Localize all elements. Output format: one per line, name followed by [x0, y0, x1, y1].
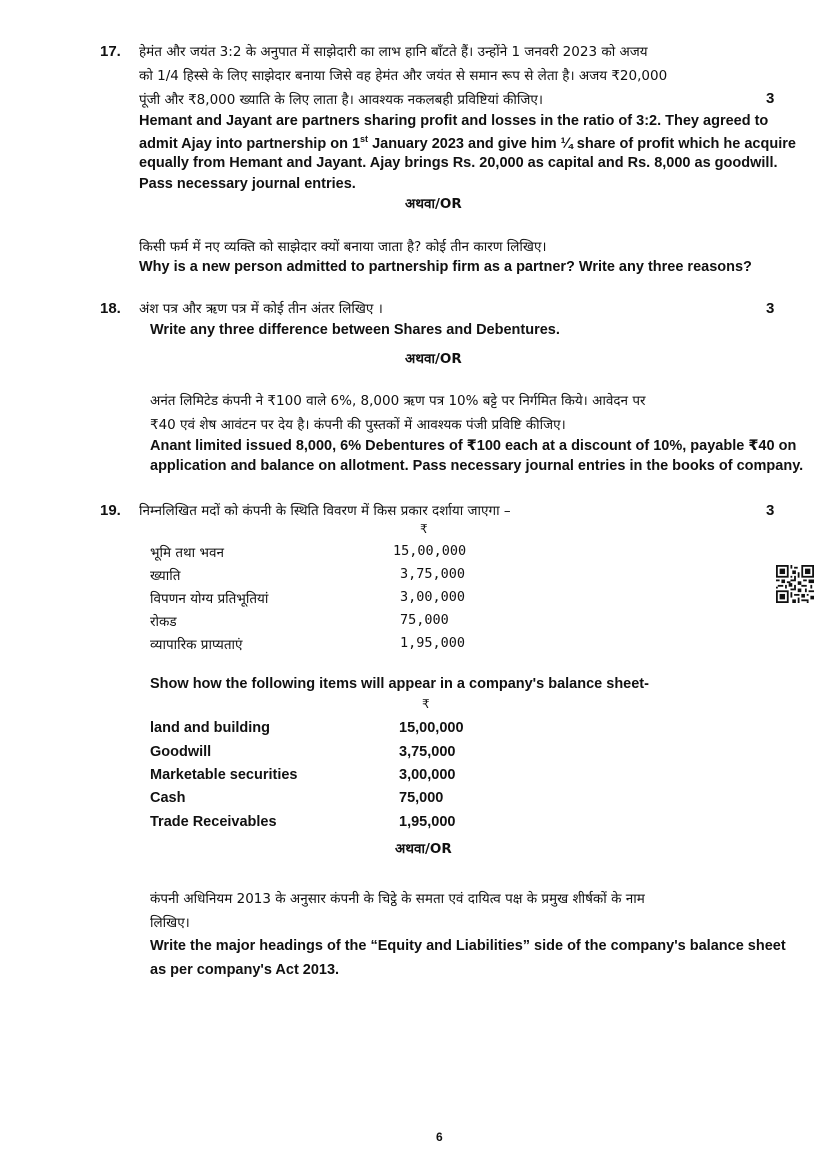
q19-hindi-item-label: ख्याति	[150, 568, 181, 584]
q17-hindi-line-1: हेमंत और जयंत 3:2 के अनुपात में साझेदारी का लाभ हानि बाँटते हैं। उन्होंने 1 जनवरी 2023 को अजय	[139, 44, 648, 60]
q19-english-currency-header: ₹	[422, 697, 430, 711]
q19-english-item-label: Marketable securities	[150, 767, 298, 783]
q19-marks: 3	[766, 502, 775, 519]
q18-or-divider: अथवा/OR	[405, 351, 462, 367]
q17-alt-english: Why is a new person admitted to partnership firm as a partner? Write any three reasons?	[139, 259, 752, 275]
q19-hindi-item-value: 75,000	[400, 612, 449, 628]
q17-english-line-3: equally from Hemant and Jayant. Ajay brings Rs. 20,000 as capital and Rs. 8,000 as goodwill.	[139, 155, 778, 171]
q19-english-item-value: 75,000	[399, 790, 444, 806]
q17-english-line-1: Hemant and Jayant are partners sharing profit and losses in the ratio of 3:2. They agreed to	[139, 113, 769, 129]
q18-marks: 3	[766, 300, 775, 317]
q19-english: Show how the following items will appear in a company's balance sheet-	[150, 676, 649, 692]
q17-english-line-4: Pass necessary journal entries.	[139, 176, 356, 192]
q19-english-item-value: 3,00,000	[399, 767, 456, 783]
page-number: 6	[436, 1130, 443, 1144]
q18-hindi: अंश पत्र और ऋण पत्र में कोई तीन अंतर लिखिए ।	[139, 301, 383, 317]
q17-or-divider: अथवा/OR	[405, 196, 462, 212]
q17-hindi-line-3: पूंजी और ₹8,000 ख्याति के लिए लाता है। आवश्यक नकलबही प्रविष्टियां कीजिए।	[139, 92, 543, 108]
q19-english-item-value: 1,95,000	[399, 814, 456, 830]
q19-hindi-item-label: विपणन योग्य प्रतिभूतियां	[150, 591, 269, 607]
q19-hindi-item-value: 3,00,000	[400, 589, 466, 605]
q19-english-item-label: Goodwill	[150, 744, 212, 760]
q18-alt-hindi-line-1: अनंत लिमिटेड कंपनी ने ₹100 वाले 6%, 8,000 ऋण पत्र 10% बट्टे पर निर्गमित किये। आवेदन पर	[150, 393, 646, 409]
q17-english-line-2: admit Ajay into partnership on 1st January 2023 and give him ¼ share of profit which he acquire	[139, 134, 796, 152]
q19-hindi-currency-header: ₹	[420, 522, 428, 536]
q19-hindi-item-value: 1,95,000	[400, 635, 466, 651]
q19-hindi-item-label: रोकड	[150, 614, 177, 630]
q19-alt-hindi-line-1: कंपनी अधिनियम 2013 के अनुसार कंपनी के चिट्ठे के समता एवं दायित्व पक्ष के प्रमुख शीर्षकों के नाम	[150, 891, 645, 907]
q17-alt-hindi: किसी फर्म में नए व्यक्ति को साझेदार क्यों बनाया जाता है? कोई तीन कारण लिखिए।	[139, 239, 547, 255]
q19-number: 19.	[100, 502, 121, 519]
q18-alt-hindi-line-2: ₹40 एवं शेष आवंटन पर देय है। कंपनी की पुस्तकों में आवश्यक पंजी प्रविष्टि कीजिए।	[150, 417, 566, 433]
q18-english: Write any three difference between Shares and Debentures.	[150, 322, 560, 338]
q18-alt-english-line-1: Anant limited issued 8,000, 6% Debentures of ₹100 each at a discount of 10%, payable ₹40 on	[150, 438, 797, 454]
q17-number: 17.	[100, 43, 121, 60]
q19-english-item-value: 15,00,000	[399, 720, 464, 736]
q19-alt-english-line-1: Write the major headings of the “Equity and Liabilities” side of the company's balance sheet	[150, 938, 786, 954]
q19-or-divider: अथवा/OR	[395, 841, 452, 857]
q19-english-item-label: Trade Receivables	[150, 814, 277, 830]
q19-hindi-item-label: भूमि तथा भवन	[150, 545, 224, 561]
q17-hindi-line-2: को 1/4 हिस्से के लिए साझेदार बनाया जिसे वह हेमंत और जयंत से समान रूप से लेता है। अजय ₹20,000	[139, 68, 668, 84]
q19-hindi-item-label: व्यापारिक प्राप्यताएं	[150, 637, 243, 653]
q19-english-item-label: Cash	[150, 790, 186, 806]
q19-alt-english-line-2: as per company's Act 2013.	[150, 962, 340, 978]
q18-number: 18.	[100, 300, 121, 317]
q19-alt-hindi-line-2: लिखिए।	[150, 915, 190, 931]
q19-english-item-label: land and building	[150, 720, 271, 736]
q19-hindi: निम्नलिखित मदों को कंपनी के स्थिति विवरण में किस प्रकार दर्शाया जाएगा –	[139, 503, 511, 519]
q19-english-item-value: 3,75,000	[399, 744, 456, 760]
q19-hindi-item-value: 15,00,000	[393, 543, 467, 559]
q18-alt-english-line-2: application and balance on allotment. Pass necessary journal entries in the books of company.	[150, 458, 804, 474]
q17-marks: 3	[766, 90, 775, 107]
q19-hindi-item-value: 3,75,000	[400, 566, 466, 582]
qr-code-icon	[776, 565, 814, 603]
